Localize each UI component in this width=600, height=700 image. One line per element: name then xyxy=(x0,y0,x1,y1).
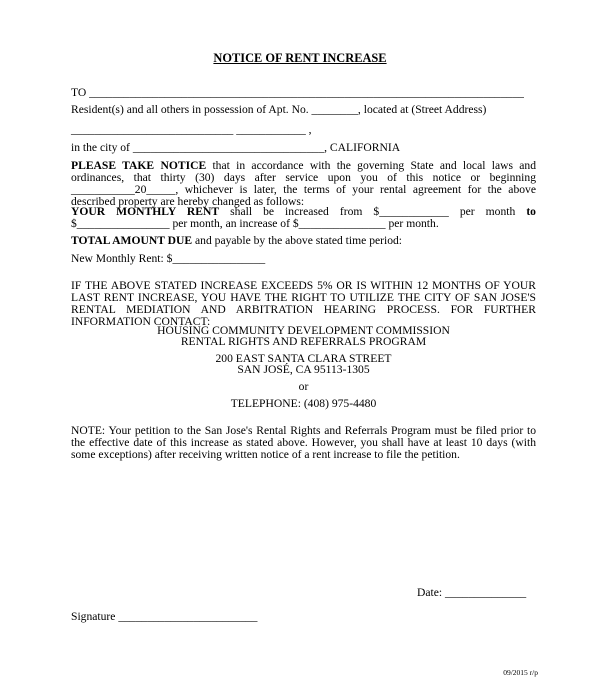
date-field[interactable]: Date: ______________ xyxy=(417,586,527,599)
address-field[interactable]: ____________________________ ____________ , xyxy=(71,123,312,136)
signature-field[interactable]: Signature ________________________ xyxy=(71,610,258,623)
rent-lead: YOUR MONTHLY RENT xyxy=(71,205,220,218)
contact-phone: TELEPHONE: (408) 975-4480 xyxy=(230,397,377,410)
document-title: NOTICE OF RENT INCREASE xyxy=(213,51,387,65)
total-lead: TOTAL AMOUNT DUE xyxy=(71,234,193,247)
contact-city: SAN JOSÉ, CA 95113-1305 xyxy=(237,363,370,376)
rent-to: to xyxy=(526,205,536,218)
to-field[interactable]: TO ___________________________________________________________________________ xyxy=(71,86,524,99)
warning-paragraph: IF THE ABOVE STATED INCREASE EXCEEDS 5% OR IS WITHIN 12 MONTHS OF YOUR LAST RENT INCREASE, YOU HAVE THE RIGHT TO UTILIZE THE CITY OF SAN JOSE'S RENTAL MEDIATION AND ARBITRATION HEARING PROCESS. FOR FURTHER INFORMATION CONTACT: xyxy=(71,279,536,328)
city-line: in the city of _________________________________, CALIFORNIA xyxy=(71,141,401,154)
new-rent-field[interactable]: New Monthly Rent: $________________ xyxy=(71,252,266,265)
notice-text: that in accordance with the governing State and local laws and ordinances, that thirty (30) days after service upon you of this notice or beginning ___________20_____, whichever is later, the terms of your rental agreement for the above described property are hereby changed as follows: xyxy=(71,159,536,208)
resident-line: Resident(s) and all others in possession of Apt. No. ________, located at (Street Address) xyxy=(71,103,487,116)
notice-paragraph xyxy=(71,160,536,208)
contact-street: 200 EAST SANTA CLARA STREET xyxy=(215,352,392,365)
total-paragraph xyxy=(71,235,536,247)
note-paragraph: NOTE: Your petition to the San Jose's Rental Rights and Referrals Program must be filed prior to the effective date of this increase as stated above. However, you shall have at least 10 days (with some exceptions) after receiving written notice of a rent increase to file the petition. xyxy=(71,424,536,461)
rent-paragraph xyxy=(71,206,536,230)
total-text: and payable by the above stated time period: xyxy=(192,234,403,247)
form-code: 09/2015 r/p xyxy=(503,668,538,677)
rent-text-1: shall be increased from $____________ per month xyxy=(219,205,527,218)
notice-lead: PLEASE TAKE NOTICE xyxy=(71,159,207,172)
contact-org-1: HOUSING COMMUNITY DEVELOPMENT COMMISSION xyxy=(157,324,450,337)
contact-org-2: RENTAL RIGHTS AND REFERRALS PROGRAM xyxy=(180,335,427,348)
contact-or: or xyxy=(298,380,309,393)
rent-text-2: $________________ per month, an increase of $_______________ per month. xyxy=(71,217,439,230)
